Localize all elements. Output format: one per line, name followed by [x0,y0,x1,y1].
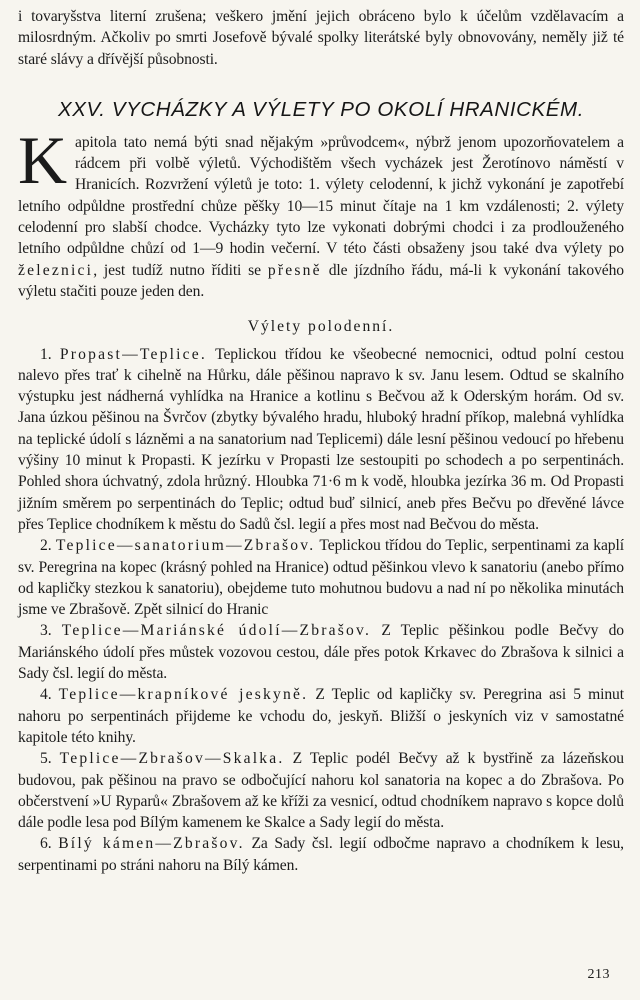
trip-text: Z Teplic pěšinkou podle Bečvy do Mariánského údolí přes můstek vozovou cestou, dále přes potok Krkavec do Zbrašova k silnici a Sady čsl. legií do města. [18,622,624,683]
intro-paragraph [18,121,624,302]
trip-number: 6. [40,835,52,853]
trip-number: 3. [40,622,52,640]
trip-title: Teplice—Zbrašov—Skalka. [59,750,285,768]
trip-number: 2. [40,537,52,555]
trip-title: Teplice—krapníkové jeskyně. [58,686,309,704]
intro-emphasis-1: železnici [18,261,94,279]
page-number: 213 [587,967,610,982]
trip-item [18,833,624,876]
trip-text: Za Sady čsl. legií odbočme napravo a chodníkem k lesu, serpentinami po stráni nahoru na Bílý kámen. [18,835,624,874]
trip-text: Z Teplic podél Bečvy až k bystřině za lázeňskou budovou, pak pěšinou na pravo se odbočující nahoru kol sanatoria na kopec a do Zbrašova. Po občerstvení »U Ryparů« Zbrašovem až ke kříži za vesnicí, odtud chodníkem napravo s kopce dolů dále podle lesa pod Bílým kamenem ke Skalce a Sady legií do města. [18,750,624,832]
intro-text-3: dle jízdního řádu, má-li k vykonání takového výletu stačiti pouze jeden den. [18,261,624,300]
trip-text: Teplickou třídou do Teplic, serpentinami za kaplí sv. Peregrina na kopec (krásný pohled na Hranice) odtud pěšinkou vlevo k sanatoriu (anebo přímo od kapličky stezkou k sanatoriu), obejdeme tuto mohutnou budovu a nad ní po několika minutách jsme ve Zbrašově. Zpět silnicí do Hranic [18,537,624,619]
page-body [18,6,624,876]
trip-text: Z Teplic od kapličky sv. Peregrina asi 5 minut nahoru po serpentinách přijdeme ke vchodu do, jeskyň. Bližší o jeskyních viz v samostatné kapitole této knihy. [18,686,624,746]
trip-item [18,684,624,748]
trip-item [18,535,624,620]
trip-number: 1. [40,345,52,363]
trip-number: 4. [40,686,52,704]
trip-text: Teplickou třídou ke všeobecné nemocnici, odtud polní cestou nalevo přes trať k cihelně na Hůrku, dále pěšinou napravo k sv. Janu lesem. Odtud se skalního výstupku jest nádherná vyhlídka na Hranice a kotlinu s Bečvou až k Oderským horám. Od sv. Jana úzkou pěšinou na Švrčov (zbytky bývalého hradu, hluboký hradní příkop, malebná vyhlídka na teplické údolí s lázněmi a na sanatorium nad Teplicemi) dále lesní pěšinou vedoucí po hřebenu výšiny 10 minut k Propasti. K jezírku v Propasti lze sestoupiti po schodech a po serpentinách. Pohled shora úchvatný, zdola hrůzný. Hloubka 71·6 m k vodě, hloubka jezírka 36 m. Od Propasti jižním směrem po serpentinách do Teplic; odtud buď silnicí, aneb přes Bečvu po dřevěné lávce přes Teplice chodníkem k městu do Sadů čsl. legií a přes most nad Bečvou do města. [18,345,624,533]
top-paragraph: i tovaryšstva literní zrušena; veškero jmění jejich obráceno bylo k účelům vzdělavacím a milosrdným. Ačkoliv po smrti Josefově bývalé spolky literátské byly obnovovány, neměly již té staré slávy a dřívější působnosti. [18,8,624,68]
section-title: Výlety polodenní. [247,318,395,336]
drop-cap: K [18,121,68,198]
trip-number: 5. [40,750,52,768]
trip-item [18,344,624,536]
intro-text-2: , jest tudíž nutno říditi se [93,261,261,279]
trip-item [18,748,624,833]
trip-item [18,620,624,684]
chapter-heading: XXV. VYCHÁZKY A VÝLETY PO OKOLÍ HRANICKÉM. [57,97,585,121]
trip-title: Teplice—sanatorium—Zbrašov. [55,537,316,555]
intro-text-1: apitola tato nemá býti snad nějakým »průvodcem«, nýbrž jenom upozorňovatelem a rádcem při volbě výletů. Východištěm všech vycházek jest Žerotínovo náměstí v Hranicích. Rozvržení výletů je toto: 1. výlety celodenní, k jichž vykonání je zapotřebí letního odpůldne prostřední chůze pěšky 10—15 minut čítaje na 1 km vzdálenosti; 2. výlety celodenní pro slabší chodce. Vycházky tyto lze vykonati dobrými chodci i za prodlouženého letního odpůldne chůzí od 1—9 hodin večerní. V této části obsaženy jsou také dva výlety po [18,133,624,258]
trip-title: Bílý kámen—Zbrašov. [58,835,245,853]
trip-title: Propast—Teplice. [59,345,208,363]
intro-emphasis-2: přesně [267,261,322,279]
trip-title: Teplice—Mariánské údolí—Zbrašov. [61,622,372,640]
